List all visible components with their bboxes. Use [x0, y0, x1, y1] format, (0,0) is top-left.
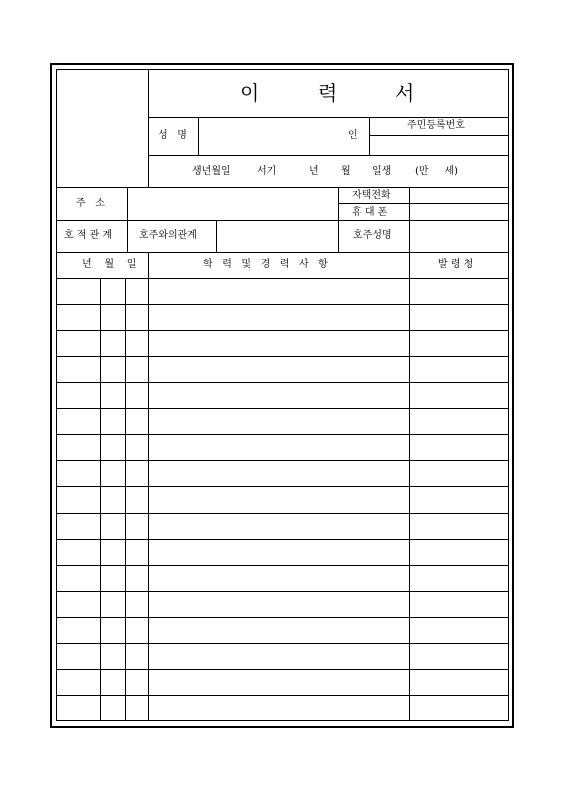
address-field[interactable]: [128, 188, 338, 220]
history-row[interactable]: [56, 409, 509, 434]
birth-month-unit: 월: [341, 166, 351, 177]
home-phone-field[interactable]: [410, 188, 509, 203]
birth-day-unit: 일생: [372, 166, 392, 177]
history-row[interactable]: [56, 566, 509, 591]
head-name-field[interactable]: [410, 221, 509, 252]
history-date-header: 년 월 일: [82, 259, 137, 270]
seal-label: 인: [348, 130, 358, 141]
history-row[interactable]: [56, 514, 509, 539]
history-row[interactable]: [56, 435, 509, 460]
history-issuer-header: 발 령 청: [438, 259, 474, 270]
home-phone-label: 자택전화: [352, 190, 391, 201]
history-row[interactable]: [56, 305, 509, 330]
name-field[interactable]: [199, 118, 339, 155]
history-row[interactable]: [56, 540, 509, 565]
birth-label: 생년월일: [192, 166, 231, 177]
resident-number-field[interactable]: [370, 136, 509, 155]
history-row[interactable]: [56, 279, 509, 304]
address-label: 주 소: [76, 198, 105, 209]
photo-box-divider: [148, 69, 149, 187]
history-row[interactable]: [56, 487, 509, 512]
family-register-label: 호 적 관 계: [64, 230, 113, 241]
title-char-2: 력: [318, 81, 340, 105]
history-row[interactable]: [56, 383, 509, 408]
name-label: 성 명: [158, 130, 187, 141]
mobile-field[interactable]: [410, 204, 509, 220]
history-row[interactable]: [56, 618, 509, 643]
head-name-label: 호주성명: [353, 230, 392, 241]
family-row-bottom: [56, 252, 509, 253]
history-content-header: 학 력 및 경 력 사 항: [203, 259, 328, 270]
history-row[interactable]: [56, 696, 509, 721]
name-row-bottom: [148, 155, 509, 156]
history-row[interactable]: [56, 644, 509, 669]
history-row[interactable]: [56, 670, 509, 695]
history-row[interactable]: [56, 357, 509, 382]
relation-field[interactable]: [217, 221, 338, 252]
relation-label: 호주와의관계: [139, 230, 197, 241]
age-field: (만 세): [415, 166, 459, 177]
birth-year-unit: 년: [309, 166, 319, 177]
title-char-1: 이: [240, 81, 262, 105]
mobile-label: 휴 대 폰: [352, 207, 388, 218]
history-row[interactable]: [56, 461, 509, 486]
birth-era: 서기: [257, 166, 277, 177]
history-row[interactable]: [56, 331, 509, 356]
title-char-3: 서: [395, 81, 417, 105]
resident-number-label: 주민등록번호: [407, 120, 465, 131]
history-row[interactable]: [56, 592, 509, 617]
